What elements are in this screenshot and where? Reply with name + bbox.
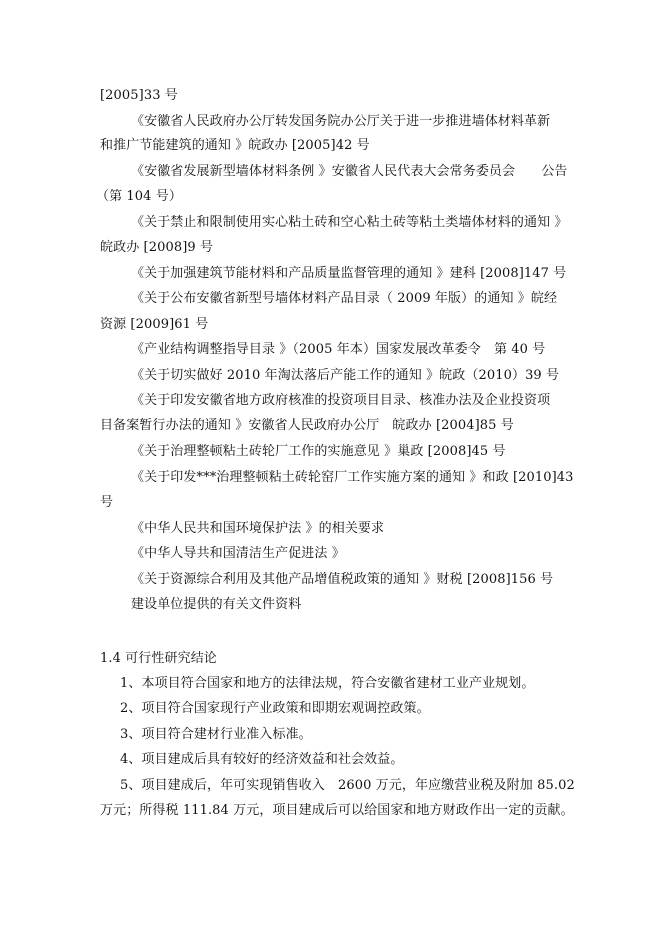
reference-line: 《关于资源综合利用及其他产品增值税政策的通知 》财税 [2008]156 号 [131, 572, 554, 587]
reference-line: 和推广节能建筑的通知 》皖政办 [2005]42 号 [100, 138, 370, 153]
conclusion-item: 4、项目建成后具有较好的经济效益和社会效益。 [120, 752, 404, 767]
conclusion-item: 3、项目符合建材行业准入标准。 [120, 727, 312, 742]
reference-line: 号 [100, 495, 114, 510]
reference-line: 《关于公布安徽省新型号墙体材料产品目录（ 2009 年版）的通知 》皖经 [131, 291, 558, 306]
reference-line: 建设单位提供的有关文件资料 [131, 597, 302, 612]
conclusion-item: 5、项目建成后，年可实现销售收入 2600 万元，年应缴营业税及附加 85.02 [120, 778, 575, 793]
reference-line: 《关于切实做好 2010 年淘汰落后产能工作的通知 》皖政（2010）39 号 [131, 368, 560, 383]
reference-line: （第 104 号） [96, 189, 182, 204]
reference-line: 《关于加强建筑节能材料和产品质量监督管理的通知 》建科 [2008]147 号 [131, 266, 567, 281]
reference-line: 《安徽省人民政府办公厅转发国务院办公厅关于进一步推进墙体材料革新 [131, 114, 551, 129]
conclusion-item: 2、项目符合国家现行产业政策和即期宏观调控政策。 [120, 701, 430, 716]
conclusion-item: 1、本项目符合国家和地方的法律法规，符合安徽省建材工业产业规划。 [120, 676, 535, 691]
conclusion-item: 万元；所得税 111.84 万元，项目建成后可以给国家和地方财政作出一定的贡献。 [100, 803, 574, 818]
reference-line: 《关于印发***治理整顿粘土砖轮窑厂工作实施方案的通知 》和政 [2010]43 [131, 470, 574, 485]
reference-line: 皖政办 [2008]9 号 [100, 240, 214, 255]
reference-line: 《产业结构调整指导目录 》（2005 年本）国家发展改革委令 第 40 号 [131, 342, 546, 357]
reference-line: 《中华人导共和国清洁生产促进法 》 [131, 546, 345, 561]
reference-line: 《关于治理整顿粘土砖轮厂工作的实施意见 》巢政 [2008]45 号 [131, 444, 506, 459]
reference-line: [2005]33 号 [100, 88, 178, 103]
reference-line: 《中华人民共和国环境保护法 》的相关要求 [131, 521, 385, 536]
reference-line: 目备案暂行办法的通知 》安徽省人民政府办公厅 皖政办 [2004]85 号 [100, 418, 514, 433]
reference-line: 资源 [2009]61 号 [100, 317, 209, 332]
reference-line: 《关于印发安徽省地方政府核准的投资项目目录、核准办法及企业投资项 [131, 393, 551, 408]
reference-line: 《安徽省发展新型墙体材料条例 》安徽省人民代表大会常务委员会 公告 [131, 164, 568, 179]
reference-line: 《关于禁止和限制使用实心粘土砖和空心粘土砖等粘土类墙体材料的通知 》 [131, 215, 568, 230]
section-heading: 1.4 可行性研究结论 [100, 651, 217, 666]
